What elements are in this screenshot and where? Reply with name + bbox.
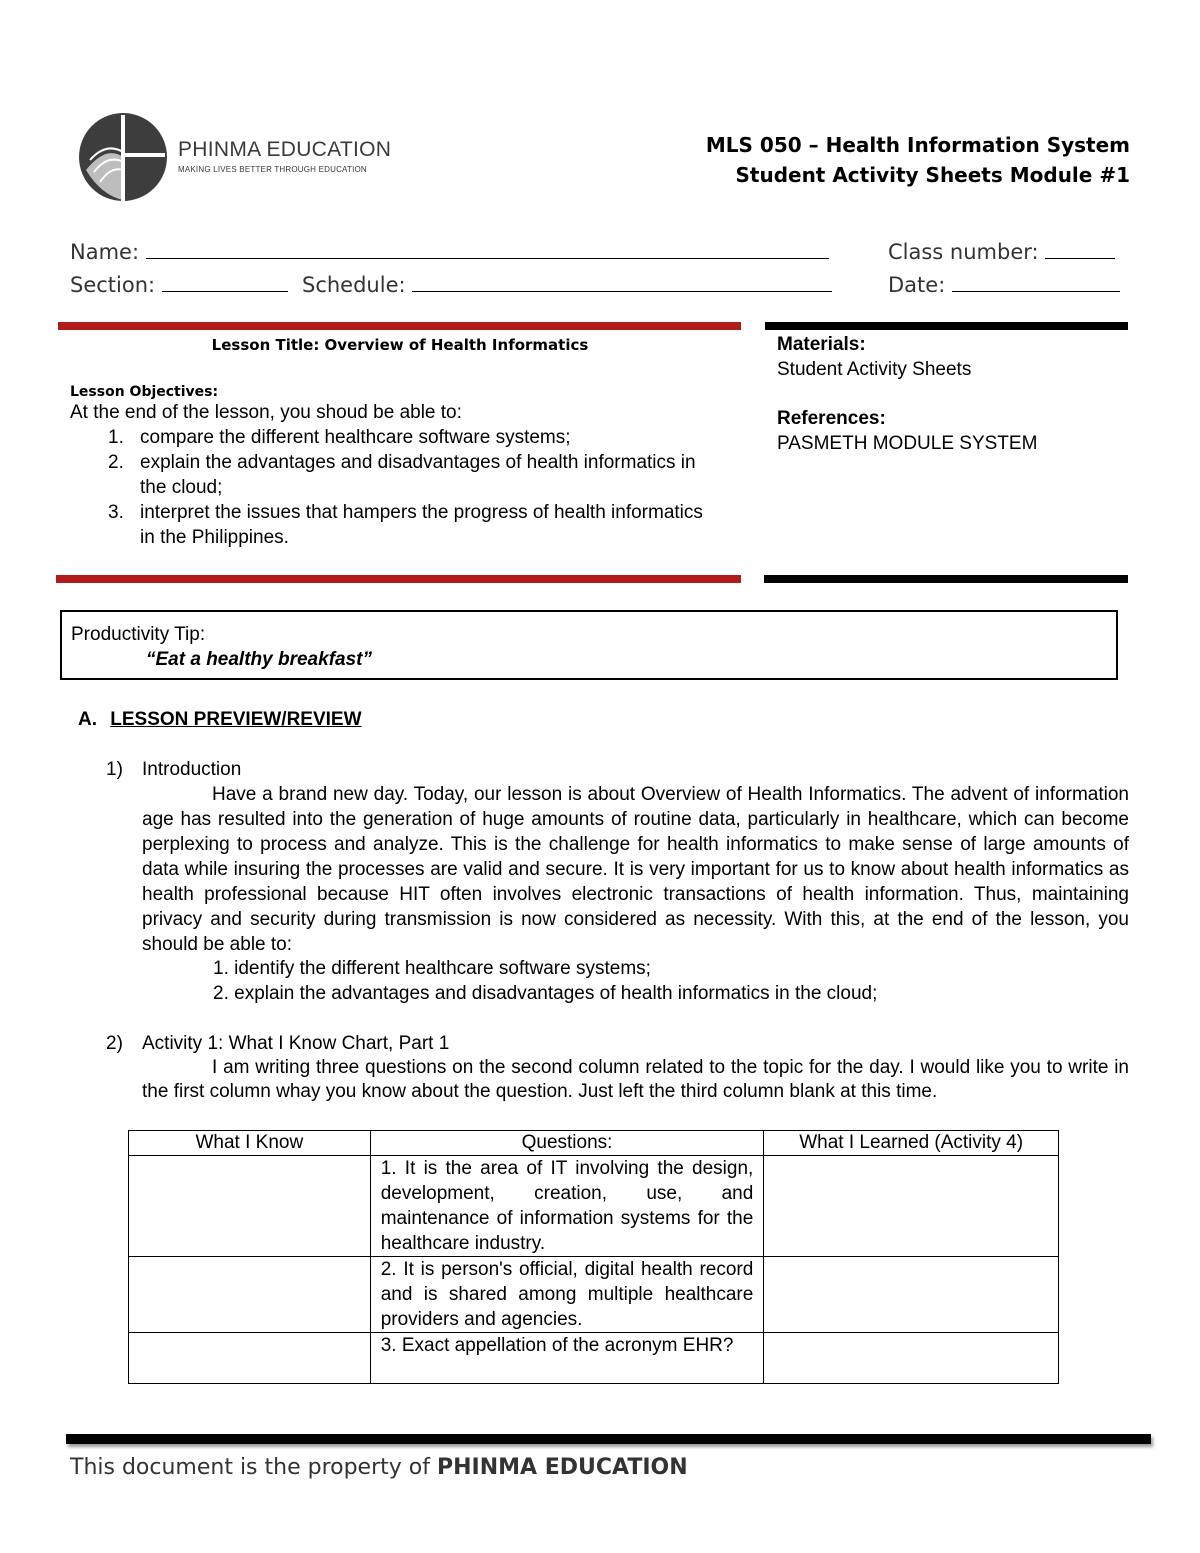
document-title xyxy=(706,130,1130,190)
table-row xyxy=(129,1257,1059,1333)
materials-top-divider xyxy=(765,322,1128,330)
class-number-line[interactable] xyxy=(1045,238,1115,259)
lesson-title: Lesson Title: Overview of Health Informatics xyxy=(211,336,589,354)
course-title: MLS 050 – Health Information System xyxy=(705,133,1130,157)
column-header-what-i-learned: What I Learned (Activity 4) xyxy=(764,1131,1059,1156)
tip-label: Productivity Tip: xyxy=(71,624,206,645)
name-field[interactable] xyxy=(70,238,829,264)
schedule-label: Schedule: xyxy=(302,273,406,297)
date-line[interactable] xyxy=(952,271,1120,292)
section-a-letter: A. xyxy=(78,709,97,730)
module-title: Student Activity Sheets Module #1 xyxy=(735,163,1130,187)
objective-item: 1. compare the different healthcare software systems; xyxy=(108,427,571,448)
date-label: Date: xyxy=(888,273,946,297)
class-number-field[interactable] xyxy=(888,238,1115,264)
intro-outcomes xyxy=(213,956,877,1006)
productivity-tip-box xyxy=(60,610,1118,680)
table-row xyxy=(129,1333,1059,1384)
phinma-logo xyxy=(76,110,392,205)
column-header-what-i-know: What I Know xyxy=(129,1131,371,1156)
what-i-learned-cell[interactable] xyxy=(764,1257,1059,1333)
intro-title: Introduction xyxy=(142,759,242,780)
question-cell: 3. Exact appellation of the acronym EHR? xyxy=(370,1333,764,1384)
schedule-field[interactable] xyxy=(302,271,832,297)
column-header-questions: Questions: xyxy=(370,1131,764,1156)
section-line[interactable] xyxy=(162,271,288,292)
what-i-learned-cell[interactable] xyxy=(764,1333,1059,1384)
intro-outcome-item: 2. explain the advantages and disadvantages of health informatics in the cloud; xyxy=(213,983,878,1004)
logo-name: PHINMA EDUCATION xyxy=(178,138,392,161)
table-row xyxy=(129,1156,1059,1257)
what-i-know-cell[interactable] xyxy=(129,1257,371,1333)
section-a-heading xyxy=(78,707,362,732)
what-i-know-cell[interactable] xyxy=(129,1333,371,1384)
class-number-label: Class number: xyxy=(888,240,1039,264)
objective-item: 3. interpret the issues that hampers the progress of health informatics in the Philippines. xyxy=(108,502,703,548)
activity-title: Activity 1: What I Know Chart, Part 1 xyxy=(142,1033,450,1054)
activity-paragraph: I am writing three questions on the second column related to the topic for the day. I would like you to write in the first column whay you know about the question. Just left the third column blank at this time. xyxy=(142,1057,1129,1102)
intro-outcome-item: 1. identify the different healthcare software systems; xyxy=(213,958,651,979)
name-label: Name: xyxy=(70,240,140,264)
materials-bottom-divider xyxy=(764,575,1128,583)
activity-number: 2) xyxy=(106,1033,123,1054)
schedule-line[interactable] xyxy=(412,271,832,292)
footer-owner: PHINMA EDUCATION xyxy=(436,1455,688,1480)
tip-quote: “Eat a healthy breakfast” xyxy=(146,649,372,670)
lesson-objectives xyxy=(70,384,710,550)
intro-paragraph: Have a brand new day. Today, our lesson is about Overview of Health Informatics. The advent of information age has resulted into the generation of huge amounts of routine data, particularly in healthcare, which can become perplexing to process and analyze. This is the challenge for health informatics to make sense of large amounts of data while insuring the processes are valid and secure. It is very important for us to know about health informatics as health professional because HIT often involves electronic transactions of health information. Thus, maintaining privacy and security during transmission is now considered as necessity. With this, at the end of the lesson, you should be able to: xyxy=(142,784,1129,955)
name-line[interactable] xyxy=(146,238,829,259)
question-cell: 2. It is person's official, digital health record and is shared among multiple healthcare providers and agencies. xyxy=(370,1257,764,1333)
table-header-row xyxy=(129,1131,1059,1156)
lesson-bottom-divider xyxy=(56,575,741,583)
question-cell: 1. It is the area of IT involving the design, development, creation, use, and maintenance of information systems for the healthcare industry. xyxy=(370,1156,764,1257)
footer-divider xyxy=(66,1434,1151,1444)
objectives-label: Lesson Objectives: xyxy=(70,384,219,400)
objectives-intro: At the end of the lesson, you shoud be able to: xyxy=(70,402,462,423)
lesson-top-divider xyxy=(58,322,741,330)
objective-item: 2. explain the advantages and disadvantages of health informatics in the cloud; xyxy=(108,452,696,498)
intro-number: 1) xyxy=(106,759,123,780)
what-i-learned-cell[interactable] xyxy=(764,1156,1059,1257)
phinma-globe-icon xyxy=(76,110,171,205)
footer-prefix: This document is the property of xyxy=(70,1455,437,1480)
logo-tagline: MAKING LIVES BETTER THROUGH EDUCATION xyxy=(178,165,367,174)
objectives-list xyxy=(70,425,710,550)
what-i-know-chart xyxy=(128,1130,1059,1384)
date-field[interactable] xyxy=(888,271,1120,297)
section-a-title: LESSON PREVIEW/REVIEW xyxy=(110,709,362,730)
materials-panel xyxy=(777,332,1127,456)
references-label: References: xyxy=(777,408,886,429)
what-i-know-cell[interactable] xyxy=(129,1156,371,1257)
materials-value: Student Activity Sheets xyxy=(777,359,972,380)
footer-text xyxy=(70,1455,688,1480)
section-label: Section: xyxy=(70,273,156,297)
references-value: PASMETH MODULE SYSTEM xyxy=(777,433,1038,454)
materials-label: Materials: xyxy=(777,334,866,355)
section-field[interactable] xyxy=(70,271,288,297)
